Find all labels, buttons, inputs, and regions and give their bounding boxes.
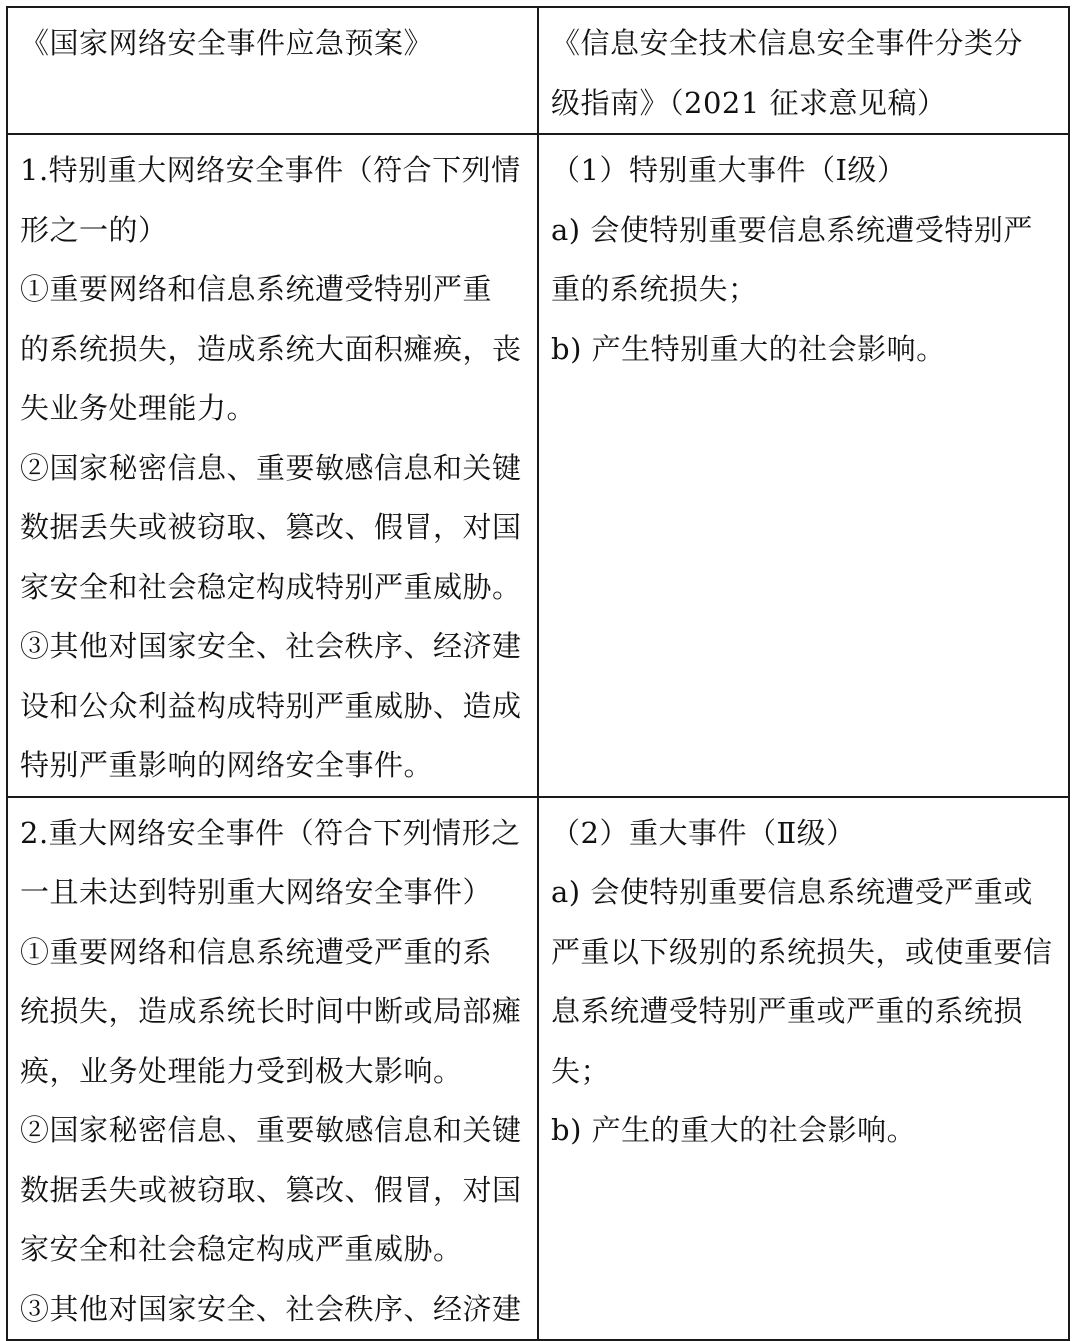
row1-left-line: 数据丢失或被窃取、篡改、假冒，对国 (20, 510, 522, 544)
row2-right-line: b) 产生的重大的社会影响。 (551, 1113, 917, 1147)
row2-right-cell (538, 797, 1069, 1341)
row1-right-line: 重的系统损失； (551, 272, 758, 306)
row1-left-cell (7, 134, 538, 797)
header-left-title: 《国家网络安全事件应急预案》 (20, 26, 434, 60)
row1-right-line: （1）特别重大事件（Ⅰ级） (551, 153, 907, 187)
row1-left-line: ①重要网络和信息系统遭受特别严重 (20, 272, 493, 306)
row2-left-line: 统损失，造成系统长时间中断或局部瘫 (20, 994, 522, 1028)
table-header-row (7, 7, 1069, 134)
header-left-cell (7, 7, 538, 134)
row2-right-line: （2）重大事件（Ⅱ级） (551, 815, 856, 850)
row1-left-line: 的系统损失，造成系统大面积瘫痪，丧 (20, 331, 522, 366)
row2-left-line: ②国家秘密信息、重要敏感信息和关键 (20, 1113, 522, 1147)
row1-left-line: 特别严重影响的网络安全事件。 (20, 748, 434, 782)
row1-left-line: 家安全和社会稳定构成特别严重威胁。 (20, 569, 522, 604)
row1-right-line: b) 产生特别重大的社会影响。 (551, 331, 946, 366)
row2-left-line: 痪，业务处理能力受到极大影响。 (20, 1053, 463, 1088)
row1-left-line: ③其他对国家安全、社会秩序、经济建 (20, 629, 522, 663)
header-right-cell (538, 7, 1069, 134)
row1-left-line: 失业务处理能力。 (20, 391, 257, 425)
row2-right-line: 息系统遭受特别严重或严重的系统损 (551, 994, 1024, 1028)
table-row (7, 797, 1069, 1341)
row1-right-line: a) 会使特别重要信息系统遭受特别严 (551, 212, 1033, 247)
header-right-title-line: 《信息安全技术信息安全事件分类分 (551, 26, 1024, 60)
row2-left-line: ③其他对国家安全、社会秩序、经济建 (20, 1291, 522, 1326)
row2-left-line: 家安全和社会稳定构成严重威胁。 (20, 1232, 463, 1266)
header-right-title-line: 级指南》（2021 征求意见稿） (551, 85, 947, 120)
row2-left-cell (7, 797, 538, 1341)
row1-left-line: 形之一的） (20, 212, 168, 247)
row2-left-line: 一且未达到特别重大网络安全事件） (20, 875, 493, 909)
row1-left-line: 设和公众利益构成特别严重威胁、造成 (20, 688, 522, 723)
row1-left-line: 1.特别重大网络安全事件（符合下列情 (20, 153, 521, 187)
table-row (7, 134, 1069, 797)
row2-left-line: 2.重大网络安全事件（符合下列情形之 (20, 815, 521, 850)
row2-right-line: 失； (551, 1053, 611, 1088)
row1-right-cell (538, 134, 1069, 797)
row1-left-line: ②国家秘密信息、重要敏感信息和关键 (20, 450, 522, 485)
row2-left-line: ①重要网络和信息系统遭受严重的系 (20, 934, 493, 969)
row2-left-line: 数据丢失或被窃取、篡改、假冒，对国 (20, 1172, 522, 1207)
comparison-table (6, 6, 1070, 1341)
row2-right-line: a) 会使特别重要信息系统遭受严重或 (551, 875, 1033, 909)
row2-right-line: 严重以下级别的系统损失，或使重要信 (551, 934, 1053, 969)
